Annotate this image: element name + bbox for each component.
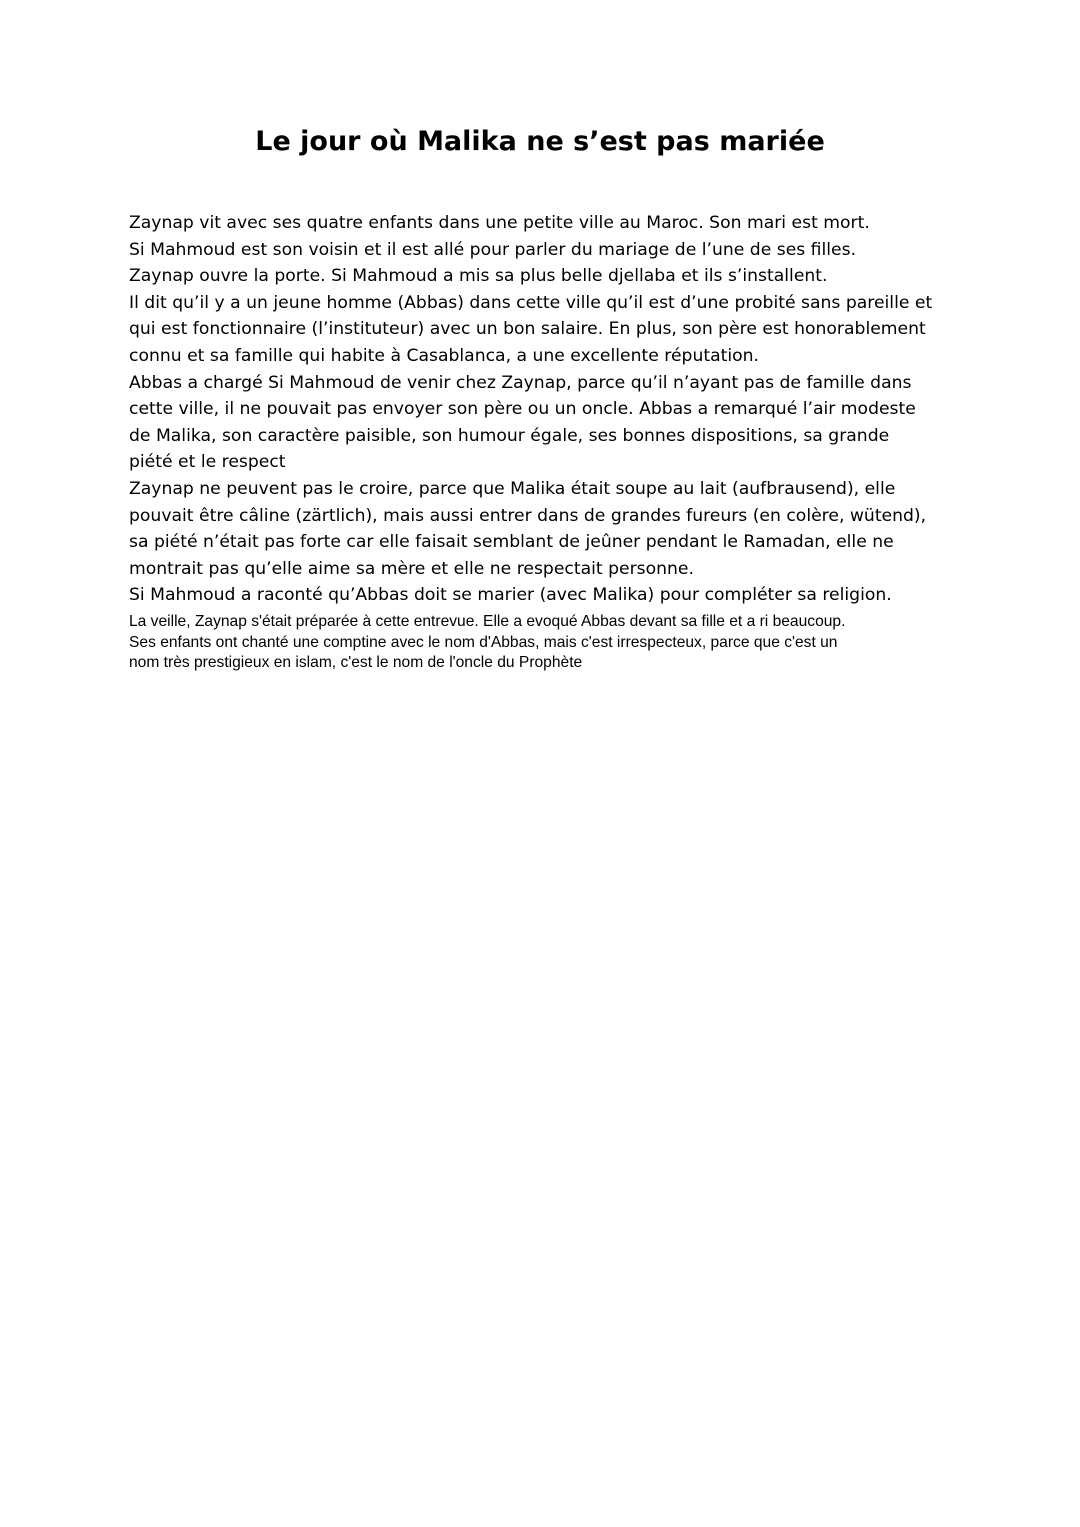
text-line: piété et le respect <box>129 452 286 473</box>
paragraph-4 <box>129 290 959 370</box>
text-line: La veille, Zaynap s'était préparée à cette entrevue. Elle a evoqué Abbas devant sa fille et a ri beaucoup. <box>129 613 846 630</box>
closing-paragraph <box>129 612 959 674</box>
text-line: Il dit qu’il y a un jeune homme (Abbas) dans cette ville qu’il est d’une probité sans pareille et <box>129 292 933 313</box>
text-line: Zaynap ne peuvent pas le croire, parce que Malika était soupe au lait (aufbrausend), elle <box>129 478 896 499</box>
paragraph-7 <box>129 582 959 609</box>
paragraph-5 <box>129 370 959 476</box>
text-line: cette ville, il ne pouvait pas envoyer son père ou un oncle. Abbas a remarqué l’air modeste <box>129 399 916 420</box>
paragraph-3 <box>129 263 959 290</box>
text-line: nom très prestigieux en islam, c'est le nom de l'oncle du Prophète <box>129 654 583 671</box>
text-line: Ses enfants ont chanté une comptine avec le nom d'Abbas, mais c'est irrespecteux, parce que c'est un <box>129 633 838 651</box>
text-line: Abbas a chargé Si Mahmoud de venir chez Zaynap, parce qu’il n’ayant pas de famille dans <box>129 372 912 393</box>
text-line: Si Mahmoud a raconté qu’Abbas doit se marier (avec Malika) pour compléter sa religion. <box>129 585 892 606</box>
paragraph-1 <box>129 210 959 237</box>
text-line: connu et sa famille qui habite à Casablanca, a une excellente réputation. <box>129 345 759 366</box>
text-line: Zaynap vit avec ses quatre enfants dans une petite ville au Maroc. Son mari est mort. <box>129 213 870 233</box>
text-line: sa piété n’était pas forte car elle faisait semblant de jeûner pendant le Ramadan, elle ne <box>129 532 894 553</box>
text-line: montrait pas qu’elle aime sa mère et elle ne respectait personne. <box>129 558 694 579</box>
text-line: Zaynap ouvre la porte. Si Mahmoud a mis sa plus belle djellaba et ils s’installent. <box>129 266 828 287</box>
text-line: pouvait être câline (zärtlich), mais aussi entrer dans de grandes fureurs (en colère, wütend), <box>129 505 927 526</box>
paragraph-2 <box>129 237 959 264</box>
text-line: de Malika, son caractère paisible, son humour égale, ses bonnes dispositions, sa grande <box>129 425 890 446</box>
paragraph-6 <box>129 476 959 582</box>
document-title: Le jour où Malika ne s’est pas mariée <box>255 126 825 157</box>
text-line: qui est fonctionnaire (l’instituteur) avec un bon salaire. En plus, son père est honorablement <box>129 319 926 340</box>
text-line: Si Mahmoud est son voisin et il est allé pour parler du mariage de l’une de ses filles. <box>129 239 857 260</box>
document-body <box>129 210 959 609</box>
